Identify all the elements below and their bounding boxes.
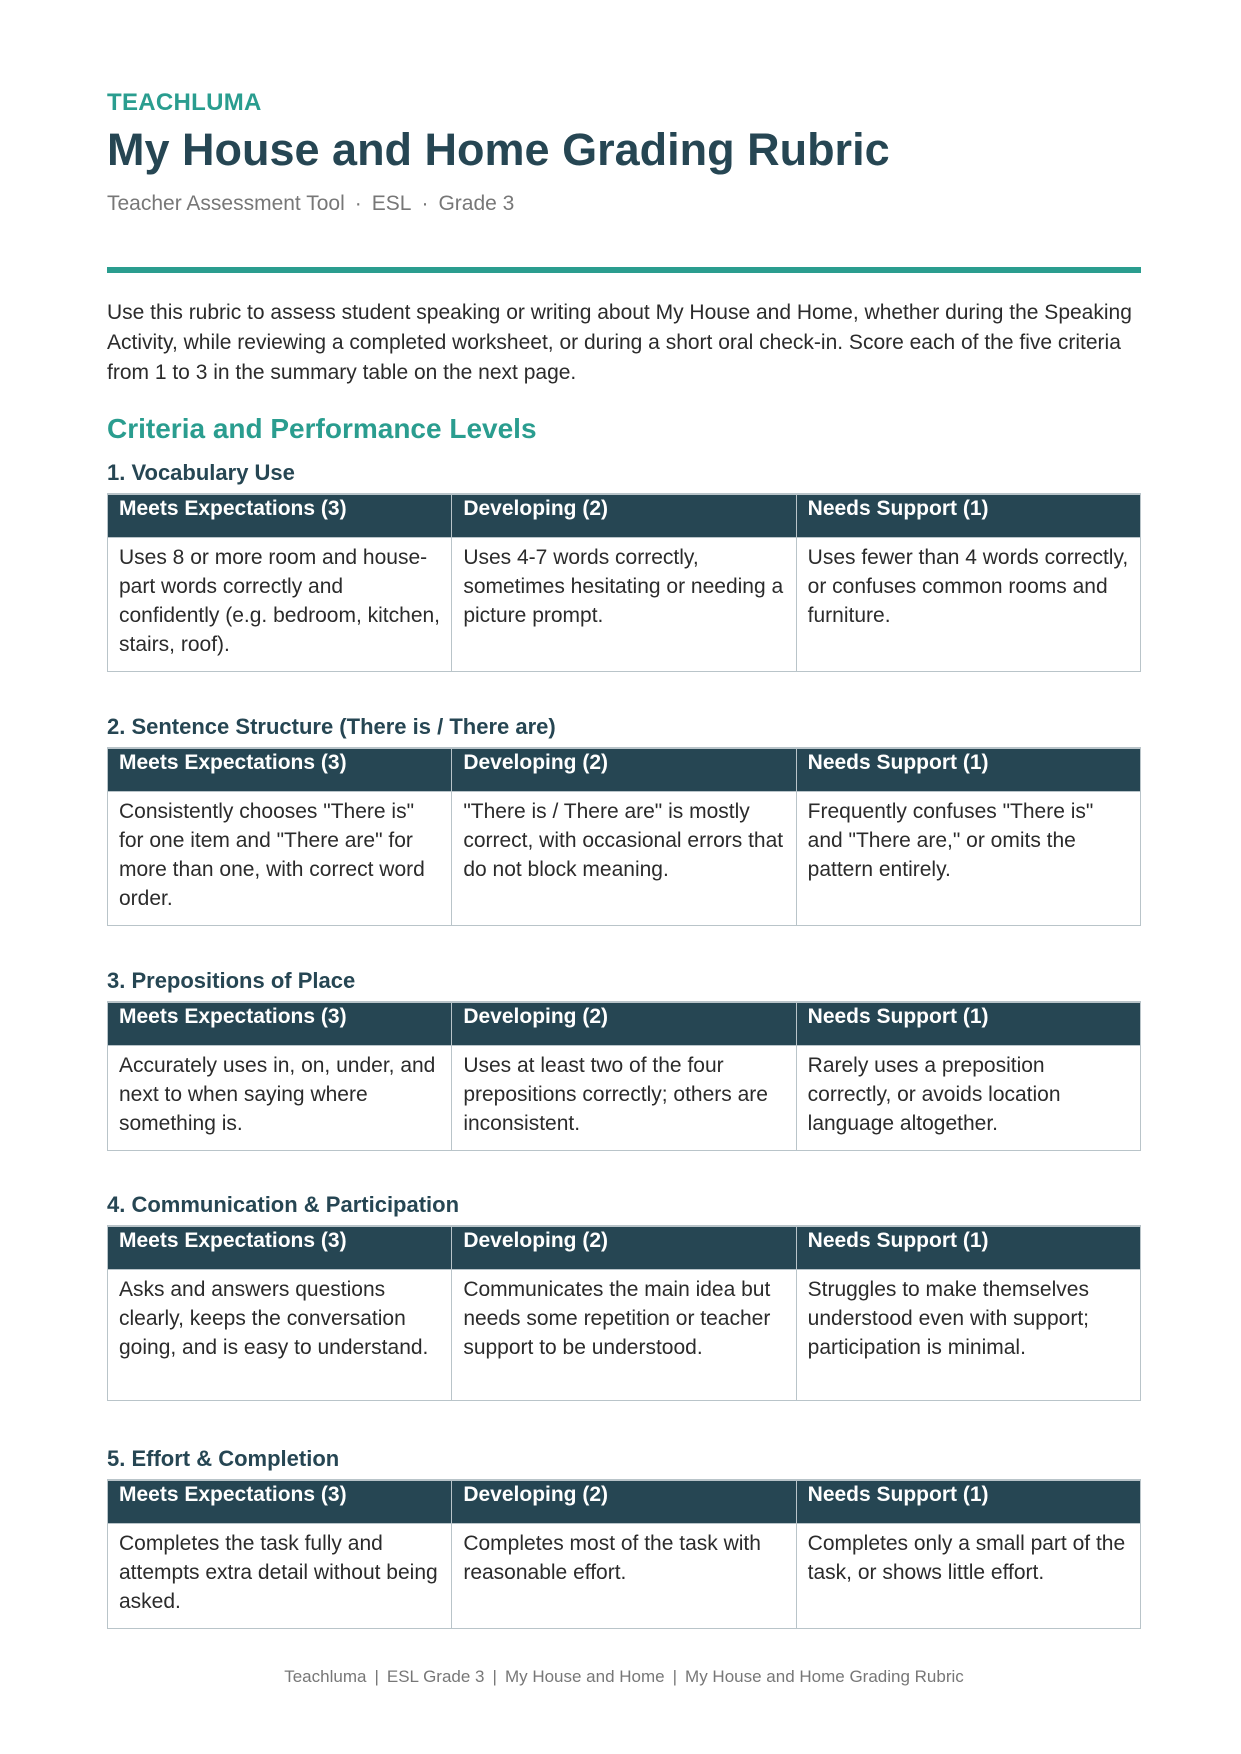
rubric-header-row bbox=[108, 1002, 1141, 1046]
footer-brand: Teachluma bbox=[284, 1667, 367, 1686]
rubric-table bbox=[107, 493, 1141, 672]
level-header-needs-support: Needs Support (1) bbox=[796, 1226, 1140, 1270]
rubric-table bbox=[107, 747, 1141, 926]
level-header-meets: Meets Expectations (3) bbox=[108, 1226, 452, 1270]
rubric-table bbox=[107, 1001, 1141, 1151]
cell-developing: Communicates the main idea but needs some repetition or teacher support to be understood. bbox=[452, 1270, 796, 1401]
subtitle-grade: Grade 3 bbox=[438, 192, 515, 215]
criterion-effort-completion bbox=[107, 1446, 1141, 1629]
level-header-meets: Meets Expectations (3) bbox=[108, 494, 452, 538]
cell-developing: "There is / There are" is mostly correct, with occasional errors that do not block meaning. bbox=[452, 792, 796, 926]
rubric-row bbox=[108, 1270, 1141, 1401]
header-divider bbox=[107, 267, 1141, 273]
level-header-meets: Meets Expectations (3) bbox=[108, 748, 452, 792]
rubric-header-row bbox=[108, 1226, 1141, 1270]
cell-meets: Uses 8 or more room and house-part words correctly and confidently (e.g. bedroom, kitchen, stairs, roof). bbox=[108, 538, 452, 672]
cell-needs-support: Rarely uses a preposition correctly, or avoids location language altogether. bbox=[796, 1046, 1140, 1151]
page-title: My House and Home Grading Rubric bbox=[107, 124, 890, 175]
footer-course: ESL Grade 3 bbox=[386, 1667, 485, 1686]
footer-separator: | bbox=[492, 1667, 497, 1686]
footer-separator: | bbox=[374, 1667, 379, 1686]
cell-meets: Asks and answers questions clearly, keeps the conversation going, and is easy to understand. bbox=[108, 1270, 452, 1401]
subtitle-separator: · bbox=[354, 192, 362, 215]
criterion-communication-participation bbox=[107, 1192, 1141, 1401]
subtitle-tool: Teacher Assessment Tool bbox=[107, 192, 345, 215]
rubric-row bbox=[108, 1524, 1141, 1629]
rubric-header-row bbox=[108, 748, 1141, 792]
page-subtitle bbox=[107, 192, 514, 216]
page-footer bbox=[107, 1667, 1141, 1687]
rubric-row bbox=[108, 792, 1141, 926]
cell-needs-support: Completes only a small part of the task, or shows little effort. bbox=[796, 1524, 1140, 1629]
cell-developing: Completes most of the task with reasonable effort. bbox=[452, 1524, 796, 1629]
rubric-table bbox=[107, 1225, 1141, 1401]
level-header-meets: Meets Expectations (3) bbox=[108, 1480, 452, 1524]
criterion-title: 5. Effort & Completion bbox=[107, 1446, 340, 1471]
level-header-needs-support: Needs Support (1) bbox=[796, 748, 1140, 792]
intro-paragraph: Use this rubric to assess student speaking or writing about My House and Home, whether during the Speaking Activity, while reviewing a completed worksheet, or during a short oral check-in. Score each of the five criteria from 1 to 3 in the summary table on the next page. bbox=[107, 301, 1132, 384]
criterion-title: 3. Prepositions of Place bbox=[107, 968, 356, 993]
criterion-sentence-structure bbox=[107, 714, 1141, 926]
level-header-needs-support: Needs Support (1) bbox=[796, 494, 1140, 538]
level-header-developing: Developing (2) bbox=[452, 1226, 796, 1270]
level-header-developing: Developing (2) bbox=[452, 1002, 796, 1046]
criterion-prepositions-of-place bbox=[107, 968, 1141, 1151]
level-header-developing: Developing (2) bbox=[452, 748, 796, 792]
level-header-needs-support: Needs Support (1) bbox=[796, 1002, 1140, 1046]
level-header-developing: Developing (2) bbox=[452, 1480, 796, 1524]
cell-needs-support: Struggles to make themselves understood even with support; participation is minimal. bbox=[796, 1270, 1140, 1401]
cell-meets: Consistently chooses "There is" for one item and "There are" for more than one, with correct word order. bbox=[108, 792, 452, 926]
cell-developing: Uses 4-7 words correctly, sometimes hesitating or needing a picture prompt. bbox=[452, 538, 796, 672]
level-header-developing: Developing (2) bbox=[452, 494, 796, 538]
criterion-title: 4. Communication & Participation bbox=[107, 1192, 460, 1217]
footer-unit: My House and Home bbox=[504, 1667, 665, 1686]
level-header-meets: Meets Expectations (3) bbox=[108, 1002, 452, 1046]
cell-needs-support: Uses fewer than 4 words correctly, or confuses common rooms and furniture. bbox=[796, 538, 1140, 672]
section-heading: Criteria and Performance Levels bbox=[107, 413, 537, 444]
cell-meets: Accurately uses in, on, under, and next to when saying where something is. bbox=[108, 1046, 452, 1151]
rubric-table bbox=[107, 1479, 1141, 1629]
footer-separator: | bbox=[672, 1667, 678, 1686]
rubric-row bbox=[108, 1046, 1141, 1151]
rubric-header-row bbox=[108, 1480, 1141, 1524]
footer-document: My House and Home Grading Rubric bbox=[685, 1667, 964, 1686]
rubric-row bbox=[108, 538, 1141, 672]
brand-name: TEACHLUMA bbox=[107, 89, 262, 116]
cell-needs-support: Frequently confuses "There is" and "There are," or omits the pattern entirely. bbox=[796, 792, 1140, 926]
criterion-vocabulary-use bbox=[107, 460, 1141, 672]
cell-meets: Completes the task fully and attempts extra detail without being asked. bbox=[108, 1524, 452, 1629]
cell-developing: Uses at least two of the four prepositions correctly; others are inconsistent. bbox=[452, 1046, 796, 1151]
subtitle-separator: · bbox=[421, 192, 429, 215]
criterion-title: 2. Sentence Structure (There is / There are) bbox=[107, 714, 556, 739]
level-header-needs-support: Needs Support (1) bbox=[796, 1480, 1140, 1524]
subtitle-subject: ESL bbox=[371, 192, 412, 215]
rubric-header-row bbox=[108, 494, 1141, 538]
criterion-title: 1. Vocabulary Use bbox=[107, 460, 295, 485]
